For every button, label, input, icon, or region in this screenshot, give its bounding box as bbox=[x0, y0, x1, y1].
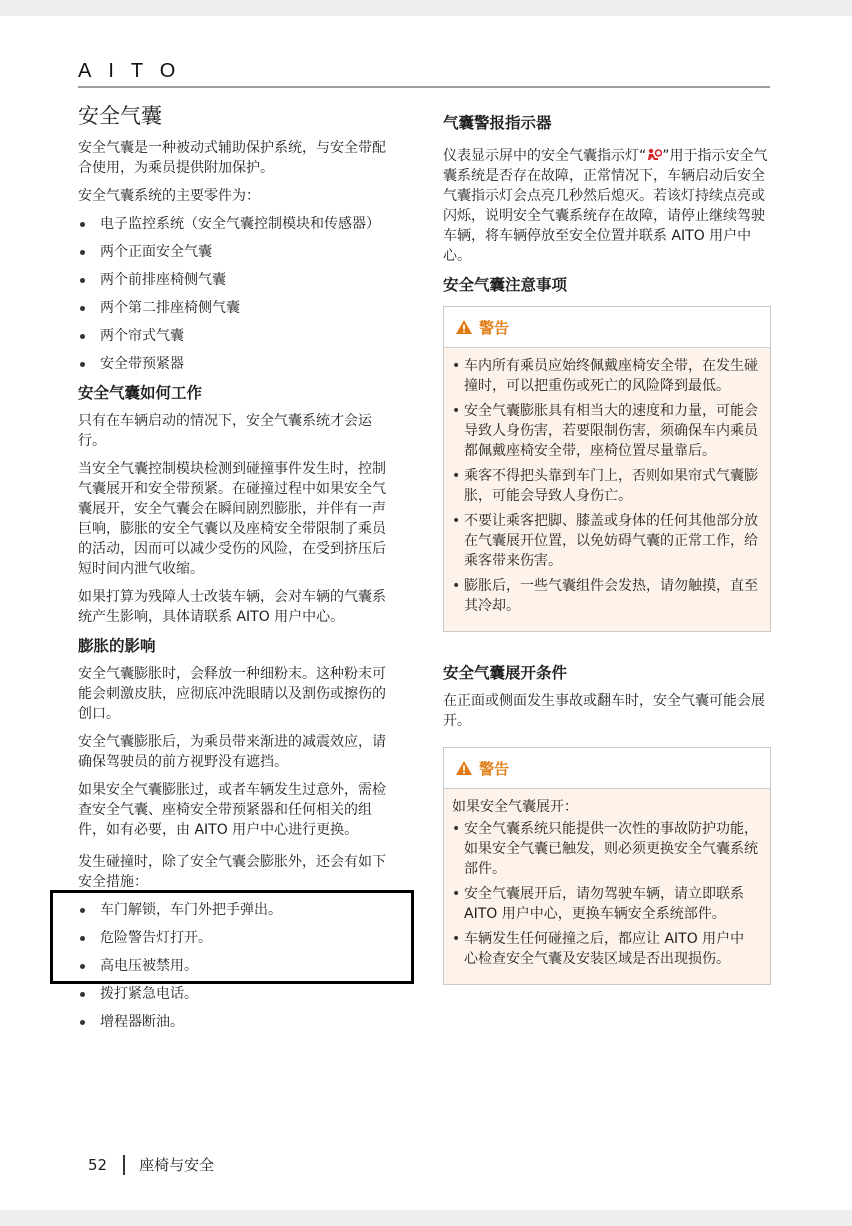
warning-triangle-icon bbox=[455, 319, 473, 335]
warning-box-deploy bbox=[443, 747, 771, 985]
warning-item: • 安全气囊膨胀具有相当大的速度和力量，可能会导致人身伤害，若要限制伤害，须确保车内乘员都佩戴座椅安全带，座椅位置尽量靠后。 bbox=[452, 401, 758, 461]
deploy-paragraph: 在正面或侧面发生事故或翻车时，安全气囊可能会展开。 bbox=[443, 693, 765, 729]
page-number: 52 bbox=[88, 1155, 108, 1174]
inflation-paragraph-2: 安全气囊膨胀后，为乘员带来渐进的减震效应，请确保驾驶员的前方视野没有遮挡。 bbox=[78, 734, 386, 770]
components-intro: 安全气囊系统的主要零件为： bbox=[78, 188, 260, 204]
warning-list bbox=[452, 819, 758, 969]
indicator-text-start: 仪表显示屏中的安全气囊指示灯“ bbox=[443, 148, 647, 164]
list-item: 安全带预紧器 bbox=[78, 354, 396, 374]
how-paragraph-2: 当安全气囊控制模块检测到碰撞事件发生时，控制气囊展开和安全带预紧。在碰撞过程中如果安全气囊展开，安全气囊会在瞬间剧烈膨胀，并伴有一声巨响，膨胀的安全气囊以及座椅安全带限制了乘员的活动，因而可以减少受伤的风险，在受到挤压后短时间内泄气收缩。 bbox=[78, 461, 386, 577]
airbag-intro: 安全气囊是一种被动式辅助保护系统，与安全带配合使用，为乘员提供附加保护。 bbox=[78, 140, 386, 176]
warning-body bbox=[444, 789, 770, 984]
warning-item: • 膨胀后，一些气囊组件会发热，请勿触摸，直至其冷却。 bbox=[452, 576, 758, 616]
warning-item: • 车内所有乘员应始终佩戴座椅安全带，在发生碰撞时，可以把重伤或死亡的风险降到最低。 bbox=[452, 356, 758, 396]
warning-item: • 不要让乘客把脚、膝盖或身体的任何其他部分放在气囊展开位置，以免妨碍气囊的正常工作，给乘客带来伤害。 bbox=[452, 511, 758, 571]
header-divider bbox=[78, 86, 770, 88]
highlight-box bbox=[50, 890, 414, 984]
warning-body bbox=[444, 348, 770, 631]
warning-item: • 乘客不得把头靠到车门上，否则如果帘式气囊膨胀，可能会导致人身伤亡。 bbox=[452, 466, 758, 506]
warning-label: 警告 bbox=[479, 759, 510, 778]
warning-list bbox=[452, 356, 758, 616]
warning-intro: 如果安全气囊展开： bbox=[452, 799, 578, 815]
how-paragraph-1: 只有在车辆启动的情况下，安全气囊系统才会运行。 bbox=[78, 413, 372, 449]
warning-triangle-icon bbox=[455, 760, 473, 776]
list-item: 增程器断油。 bbox=[78, 1012, 396, 1032]
list-item: 两个第二排座椅侧气囊 bbox=[78, 298, 396, 318]
indicator-paragraph bbox=[443, 146, 771, 266]
collision-intro: 发生碰撞时，除了安全气囊会膨胀外，还会有如下安全措施： bbox=[78, 854, 386, 890]
list-item: 电子监控系统（安全气囊控制模块和传感器） bbox=[78, 214, 396, 234]
how-it-works-heading: 安全气囊如何工作 bbox=[78, 384, 203, 402]
airbag-warning-icon bbox=[646, 148, 662, 162]
indicator-heading: 气囊警报指示器 bbox=[443, 114, 552, 132]
aito-logo: AITO bbox=[78, 60, 193, 82]
list-item: 两个前排座椅侧气囊 bbox=[78, 270, 396, 290]
list-item: 两个正面安全气囊 bbox=[78, 242, 396, 262]
warning-item: • 安全气囊展开后，请勿驾驶车辆，请立即联系 AITO 用户中心，更换车辆安全系统部件。 bbox=[452, 884, 758, 924]
warning-header bbox=[444, 748, 770, 789]
list-item: 两个帘式气囊 bbox=[78, 326, 396, 346]
footer-divider bbox=[123, 1155, 125, 1175]
page-footer bbox=[88, 1154, 214, 1175]
inflation-paragraph-3: 如果安全气囊膨胀过，或者车辆发生过意外，需检查安全气囊、座椅安全带预紧器和任何相关的组件，如有必要，由 AITO 用户中心进行更换。 bbox=[78, 782, 386, 838]
how-paragraph-3: 如果打算为残障人士改装车辆，会对车辆的气囊系统产生影响，具体请联系 AITO 用户中心。 bbox=[78, 589, 386, 625]
right-column bbox=[443, 112, 771, 1015]
footer-section: 座椅与安全 bbox=[139, 1156, 215, 1174]
warning-item: • 安全气囊系统只能提供一次性的事故防护功能，如果安全气囊已触发，则必须更换安全气囊系统部件。 bbox=[452, 819, 758, 879]
list-item: 高电压被禁用。 bbox=[78, 956, 396, 976]
deploy-heading: 安全气囊展开条件 bbox=[443, 664, 568, 682]
warning-item: • 车辆发生任何碰撞之后，都应让 AITO 用户中心检查安全气囊及安装区域是否出现损伤。 bbox=[452, 929, 758, 969]
notes-heading: 安全气囊注意事项 bbox=[443, 276, 568, 294]
warning-header bbox=[444, 307, 770, 348]
warning-box-notes bbox=[443, 306, 771, 632]
list-item: 拨打紧急电话。 bbox=[78, 984, 396, 1004]
section-title: 安全气囊 bbox=[78, 104, 162, 128]
components-list bbox=[78, 214, 396, 374]
warning-label: 警告 bbox=[479, 318, 510, 337]
list-item: 危险警告灯打开。 bbox=[78, 928, 396, 948]
indicator-text-end: ”用于指示安全气囊系统是否存在故障，正常情况下，车辆启动后安全气囊指示灯会点亮几秒然后熄灭。若该灯持续点亮或闪烁，说明安全气囊系统存在故障，请停止继续驾驶车辆，将车辆停放至安全位置并联系 AITO 用户中心。 bbox=[443, 148, 768, 264]
inflation-heading: 膨胀的影响 bbox=[78, 637, 156, 655]
manual-page bbox=[0, 16, 852, 1210]
list-item: 车门解锁，车门外把手弹出。 bbox=[78, 900, 396, 920]
inflation-paragraph-1: 安全气囊膨胀时，会释放一种细粉末。这种粉末可能会刺激皮肤，应彻底冲洗眼睛以及割伤或擦伤的创口。 bbox=[78, 666, 386, 722]
